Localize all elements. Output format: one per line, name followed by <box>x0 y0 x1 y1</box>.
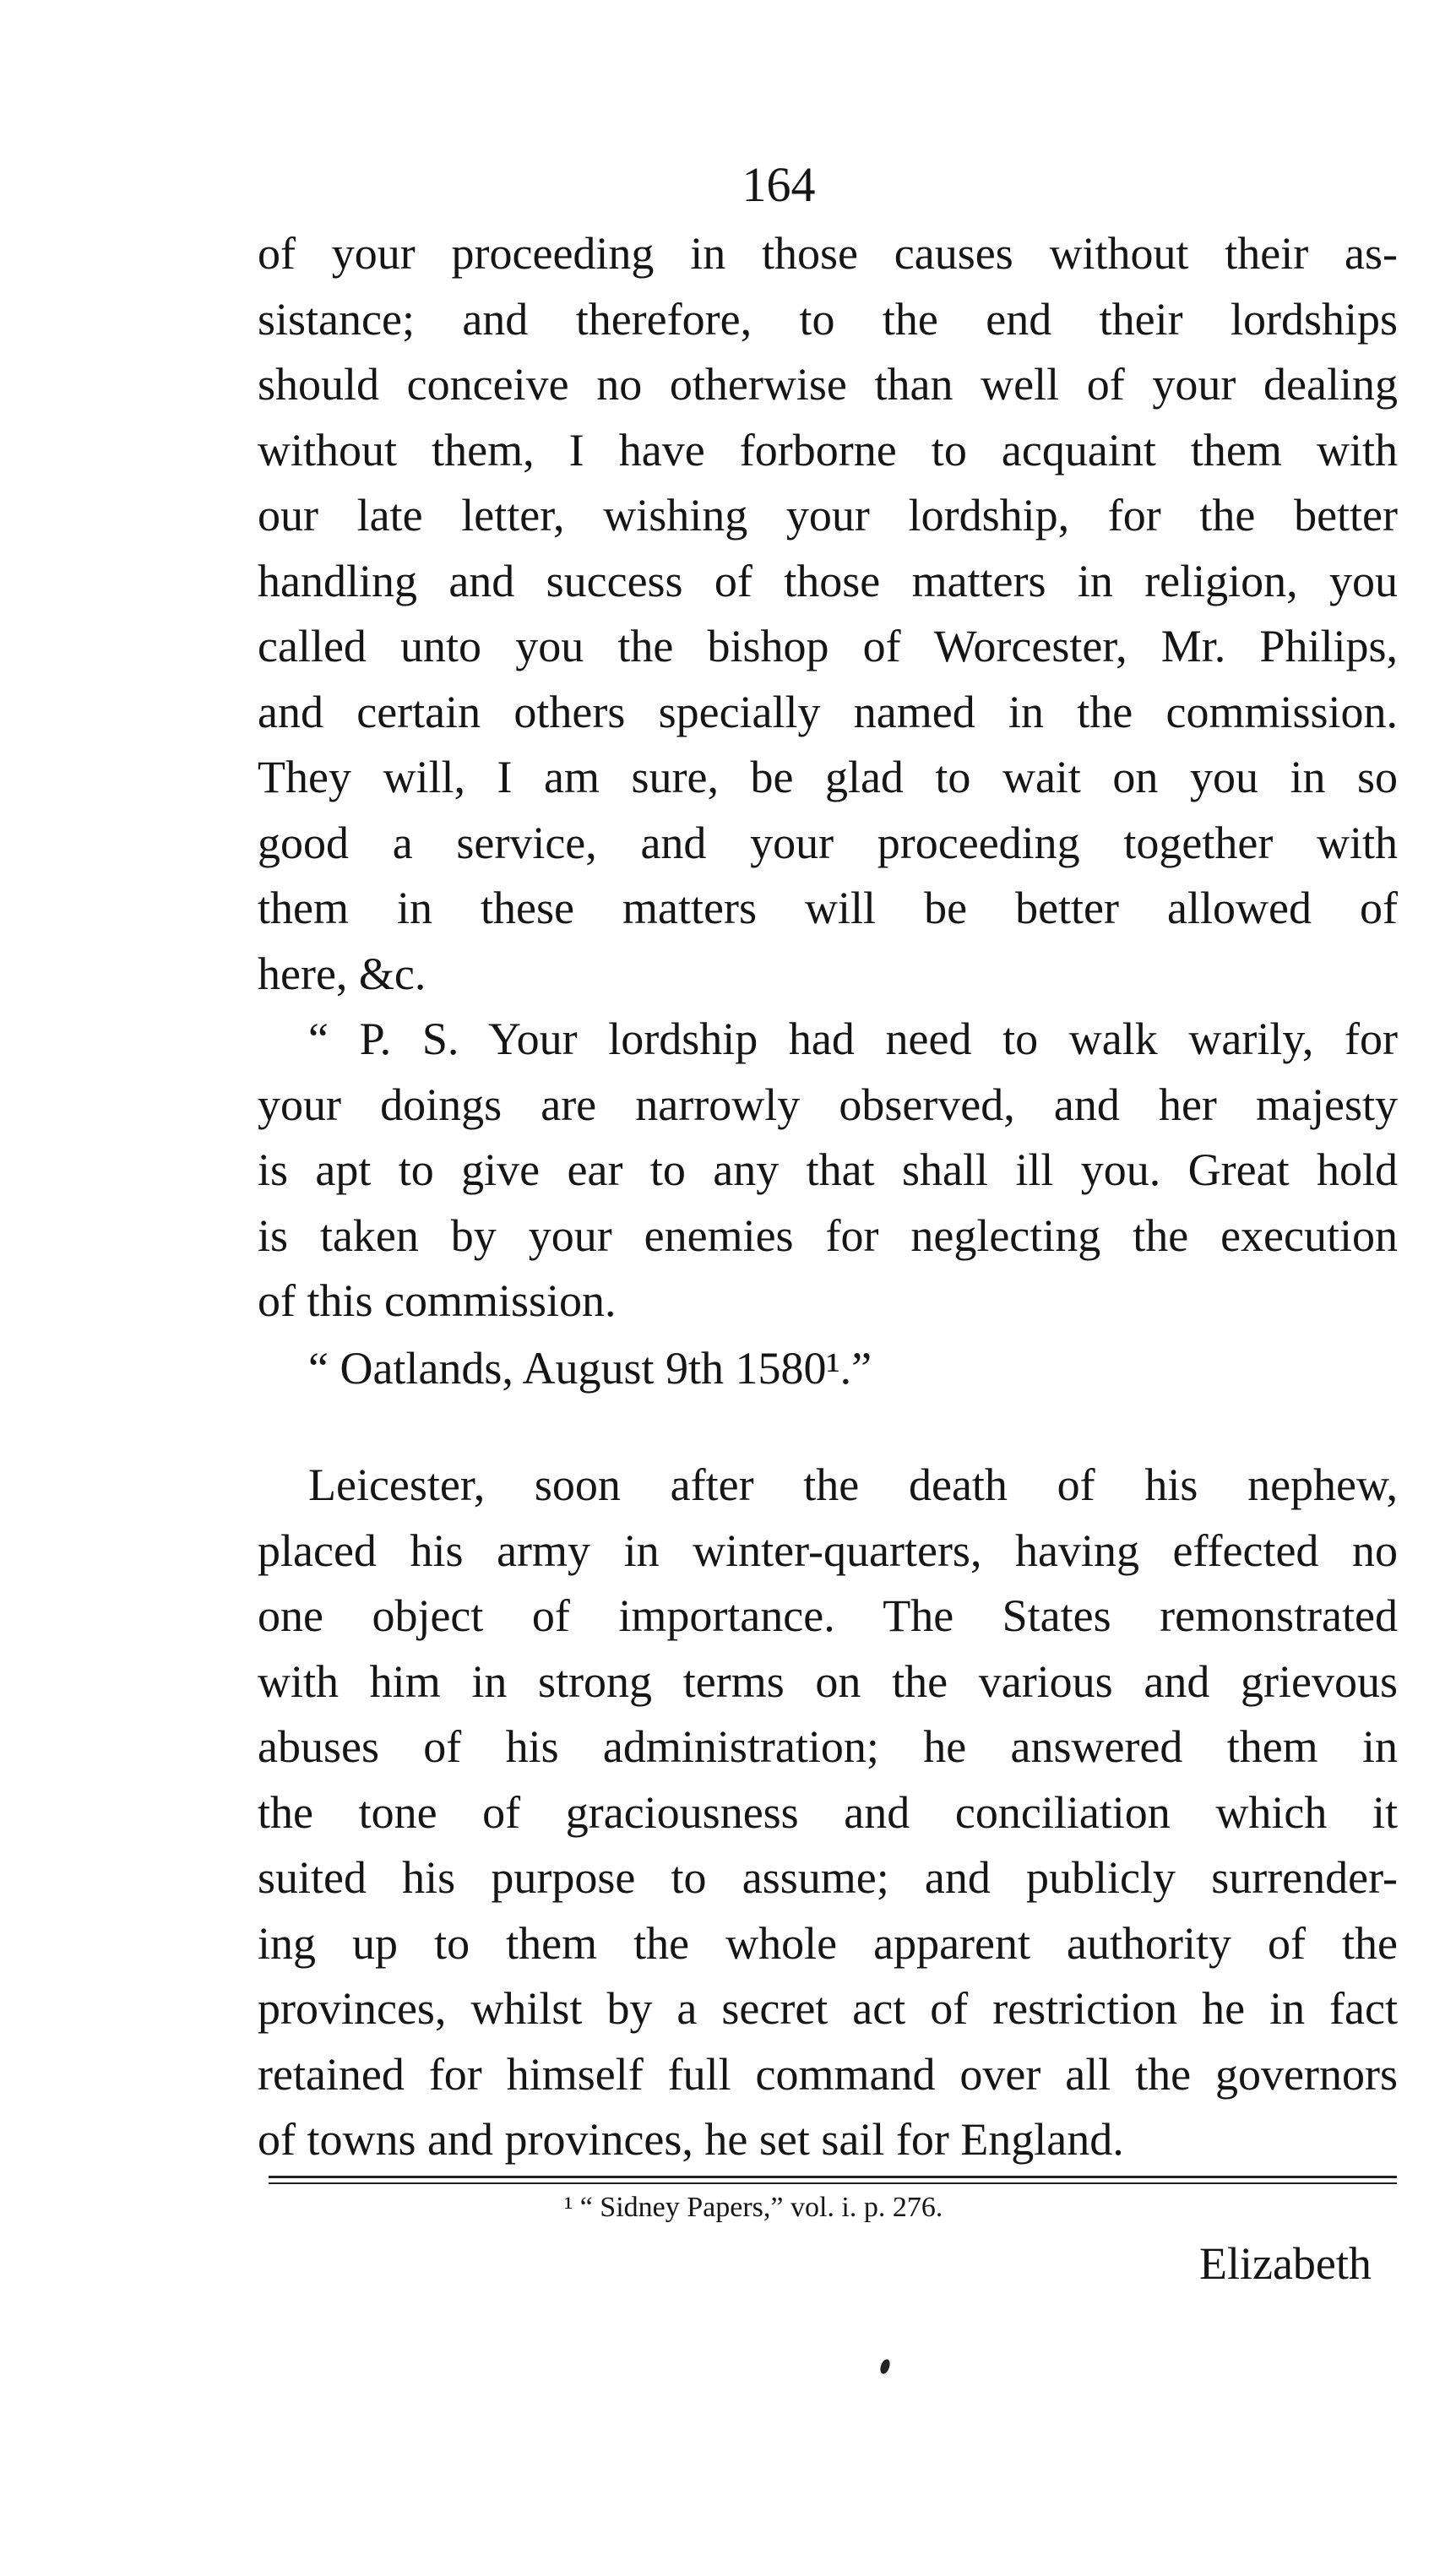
text-line: of your proceeding in those causes without their as- <box>258 228 1398 279</box>
text-line: good a service, and your proceeding together with <box>258 817 1398 868</box>
text-line: retained for himself full command over all the governors <box>258 2048 1398 2100</box>
text-line: them in these matters will be better allowed of <box>258 883 1398 933</box>
text-line: sistance; and therefore, to the end their lordships <box>258 293 1398 345</box>
text-line: abuses of his administration; he answered them in <box>258 1721 1398 1772</box>
text-line: without them, I have forborne to acquaint them with <box>258 424 1398 476</box>
text-line: and certain others specially named in the commission. <box>258 686 1398 737</box>
text-line: of this commission. <box>258 1275 617 1326</box>
text-line: of towns and provinces, he set sail for England. <box>258 2114 1124 2165</box>
page-number: 164 <box>742 157 816 212</box>
text-line: placed his army in winter-quarters, having effected no <box>258 1525 1398 1576</box>
text-line: here, &c. <box>258 948 426 999</box>
text-line: called unto you the bishop of Worcester, Mr. Philips, <box>258 621 1398 671</box>
text-line: is taken by your enemies for neglecting the execution <box>258 1209 1398 1261</box>
footnote: ¹ “ Sidney Papers,” vol. i. p. 276. <box>564 2192 943 2223</box>
text-line: with him in strong terms on the various and grievous <box>258 1655 1398 1707</box>
footnote-divider <box>269 2176 1397 2178</box>
dateline-text: “ Oatlands, August 9th 1580¹.” <box>308 1343 872 1394</box>
catchword: Elizabeth <box>1199 2238 1372 2289</box>
postscript-line: “ P. S. Your lordship had need to walk warily, for <box>308 1014 1398 1064</box>
letter-dateline <box>258 1336 1398 1402</box>
narrative-paragraph <box>258 1453 1398 2173</box>
text-line: our late letter, wishing your lordship, for the better <box>258 490 1398 541</box>
text-line: suited his purpose to assume; and publicly surrender- <box>258 1852 1398 1903</box>
text-line: your doings are narrowly observed, and her majesty <box>258 1079 1398 1130</box>
text-line: They will, I am sure, be glad to wait on you in so <box>258 752 1398 802</box>
text-line: provinces, whilst by a secret act of restriction he in fact <box>258 1983 1398 2034</box>
footnote-divider-thin <box>269 2182 1397 2184</box>
text-line: is apt to give ear to any that shall ill you. Great hold <box>258 1144 1398 1195</box>
text-line: should conceive no otherwise than well of your dealing <box>258 359 1398 410</box>
text-line: ing up to them the whole apparent authority of the <box>258 1917 1398 1969</box>
text-line: handling and success of those matters in religion, you <box>258 555 1398 606</box>
text-line: Leicester, soon after the death of his nephew, <box>308 1459 1398 1510</box>
letter-text <box>258 221 1398 1334</box>
text-line: the tone of graciousness and conciliation which it <box>258 1786 1398 1838</box>
ink-speck <box>878 2358 892 2375</box>
text-line: one object of importance. The States remonstrated <box>258 1590 1398 1641</box>
